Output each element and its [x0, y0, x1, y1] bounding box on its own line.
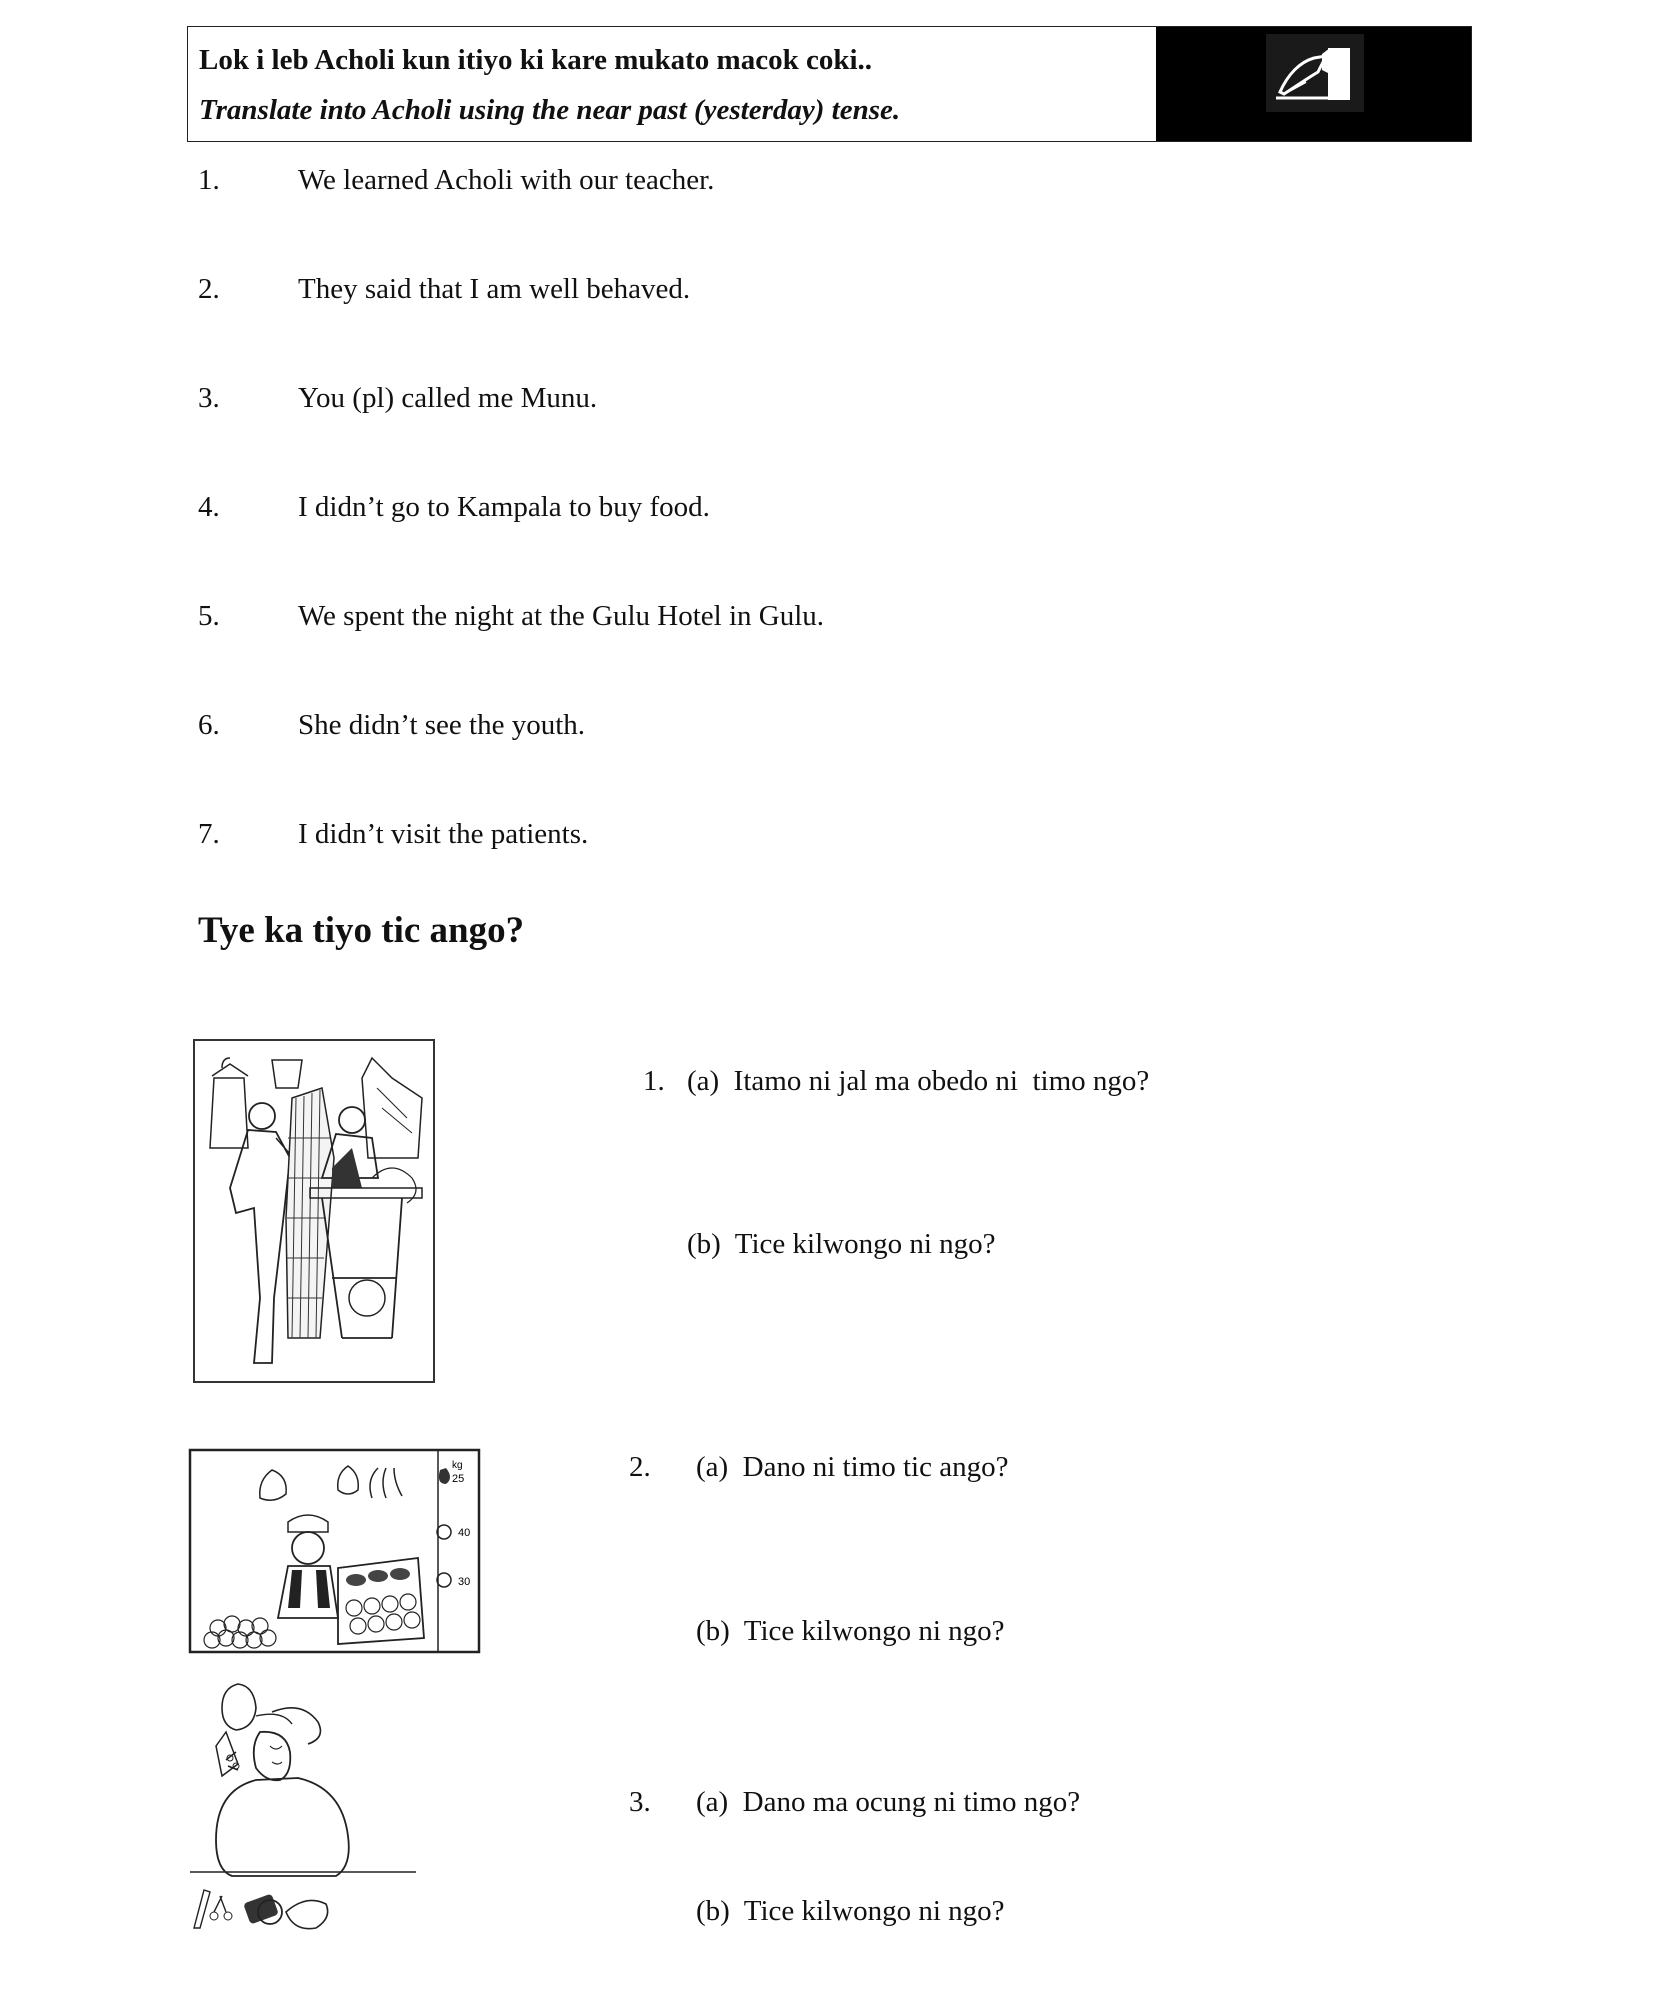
exercise-number: 5.: [198, 600, 220, 632]
exercise-text: They said that I am well behaved.: [298, 273, 691, 305]
exercise-number: 1.: [198, 164, 220, 196]
tailor-illustration: [192, 1038, 436, 1384]
price-unit: kg: [452, 1460, 463, 1471]
exercise-text: You (pl) called me Munu.: [298, 382, 598, 414]
instruction-text: [188, 27, 1156, 141]
question-number: 2.: [629, 1451, 651, 1483]
question-part-a: (a) Dano ma ocung ni timo ngo?: [696, 1786, 1081, 1818]
exercise-text: We learned Acholi with our teacher.: [298, 164, 715, 196]
exercise-number: 2.: [198, 273, 220, 305]
question-part-b: (b) Tice kilwongo ni ngo?: [696, 1615, 1005, 1647]
instruction-header: [187, 26, 1472, 142]
instruction-title: Lok i leb Acholi kun itiyo ki kare mukato macok coki..: [199, 44, 873, 76]
question-part-b: (b) Tice kilwongo ni ngo?: [687, 1228, 996, 1260]
exercise-number: 4.: [198, 491, 220, 523]
exercise-text: She didn’t see the youth.: [298, 709, 586, 741]
hairdresser-illustration: [186, 1676, 422, 1932]
exercise-number: 3.: [198, 382, 220, 414]
instruction-subtitle: Translate into Acholi using the near past (yesterday) tense.: [199, 94, 901, 126]
question-part-a: (a) Dano ni timo tic ango?: [696, 1451, 1009, 1483]
question-part-b: (b) Tice kilwongo ni ngo?: [696, 1895, 1005, 1927]
exercise-text: I didn’t go to Kampala to buy food.: [298, 491, 710, 523]
market-vendor-illustration: [188, 1448, 481, 1654]
question-part-a: (a) Itamo ni jal ma obedo ni timo ngo?: [687, 1065, 1150, 1097]
price-label: 25: [452, 1473, 465, 1485]
section-title: Tye ka tiyo tic ango?: [198, 910, 525, 951]
price-label: 30: [458, 1576, 471, 1588]
pen-writing-icon: [1266, 34, 1364, 112]
exercise-number: 7.: [198, 818, 220, 850]
exercise-text: I didn’t visit the patients.: [298, 818, 589, 850]
exercise-text: We spent the night at the Gulu Hotel in Gulu.: [298, 600, 825, 632]
price-label: 40: [458, 1527, 471, 1539]
header-icon-panel: [1156, 27, 1471, 141]
question-number: 3.: [629, 1786, 651, 1818]
exercise-number: 6.: [198, 709, 220, 741]
question-number: 1.: [643, 1065, 665, 1097]
